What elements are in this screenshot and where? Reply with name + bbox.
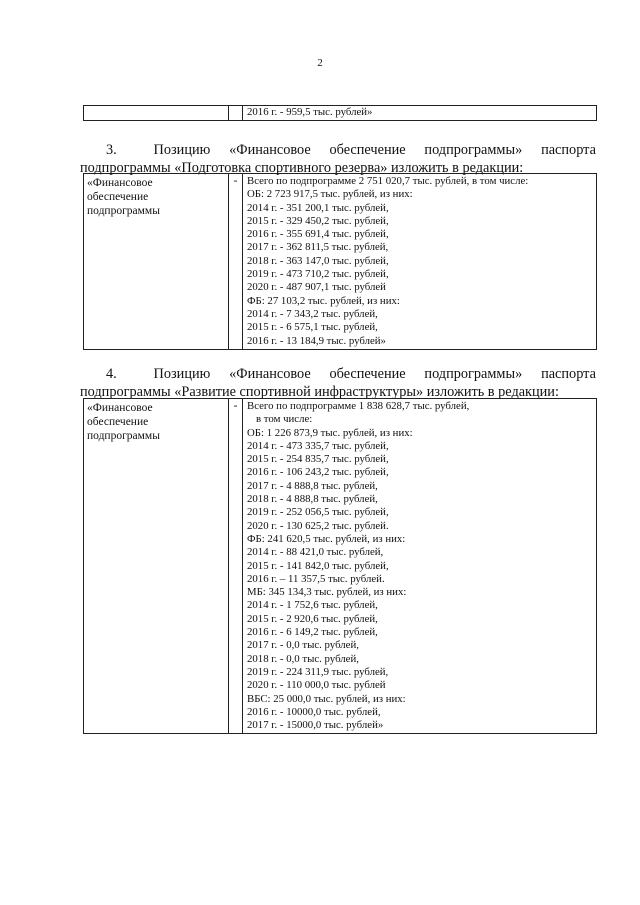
- value-line: в том числе:: [256, 413, 313, 426]
- value-line: 2014 г. - 473 335,7 тыс. рублей,: [247, 439, 389, 452]
- section-3-table: [83, 173, 597, 350]
- value-line: 2018 г. - 0,0 тыс. рублей,: [247, 652, 359, 665]
- value-line: ФБ: 241 620,5 тыс. рублей, из них:: [247, 532, 406, 545]
- label-line: подпрограммы: [87, 430, 160, 442]
- value-line: 2016 г. - 13 184,9 тыс. рублей»: [247, 334, 386, 347]
- value-line: 2014 г. - 1 752,6 тыс. рублей,: [247, 599, 378, 612]
- value-line: МБ: 345 134,3 тыс. рублей, из них:: [247, 586, 407, 599]
- value-line: 2015 г. - 6 575,1 тыс. рублей,: [247, 321, 378, 334]
- value-line: 2015 г. - 2 920,6 тыс. рублей,: [247, 612, 378, 625]
- value-line: 2016 г. – 11 357,5 тыс. рублей.: [247, 572, 385, 585]
- value-line: 2015 г. - 141 842,0 тыс. рублей,: [247, 559, 389, 572]
- value-line: 2014 г. - 7 343,2 тыс. рублей,: [247, 307, 378, 320]
- table-row: [84, 106, 597, 121]
- value-line: ОБ: 1 226 873,9 тыс. рублей, из них:: [247, 426, 413, 439]
- top-table: [83, 105, 597, 121]
- value-line: 2015 г. - 254 835,7 тыс. рублей,: [247, 453, 389, 466]
- section-3-dash-cell: -: [229, 174, 243, 350]
- value-line: 2017 г. - 15000,0 тыс. рублей»: [247, 719, 384, 732]
- word: «Финансовое: [229, 366, 311, 382]
- value-line: Всего по подпрограмме 2 751 020,7 тыс. рублей, в том числе:: [247, 175, 529, 187]
- section-4-values-cell: [243, 399, 597, 734]
- top-table-values-cell: [243, 106, 597, 121]
- section-4-dash-cell: -: [229, 399, 243, 734]
- label-line: обеспечение: [87, 416, 149, 428]
- value-line: 2014 г. - 88 421,0 тыс. рублей,: [247, 546, 384, 559]
- section-3-label-cell: [84, 174, 229, 350]
- value-line: 2020 г. - 130 625,2 тыс. рублей.: [247, 519, 389, 532]
- word: подпрограммы»: [424, 366, 523, 382]
- value-line: ВБС: 25 000,0 тыс. рублей, из них:: [247, 692, 406, 705]
- value-line: 2016 г. - 959,5 тыс. рублей»: [247, 106, 373, 118]
- label-line: «Финансовое: [87, 402, 153, 414]
- word: Позицию: [153, 366, 211, 382]
- value-line: 2017 г. - 4 888,8 тыс. рублей,: [247, 479, 378, 492]
- section-4-line-1: [80, 365, 596, 383]
- section-4-paragraph: [80, 365, 596, 401]
- table-row: [84, 399, 597, 734]
- section-3-line-1: [80, 141, 596, 159]
- value-line: 2020 г. - 487 907,1 тыс. рублей: [247, 281, 386, 294]
- value-line: 2014 г. - 351 200,1 тыс. рублей,: [247, 201, 389, 214]
- section-4-line-2: подпрограммы «Развитие спортивной инфраструктуры» изложить в редакции:: [80, 384, 559, 400]
- value-line: 2016 г. - 6 149,2 тыс. рублей,: [247, 626, 378, 639]
- section-3-values-cell: [243, 174, 597, 350]
- value-line: 2016 г. - 106 243,2 тыс. рублей,: [247, 466, 389, 479]
- label-line: подпрограммы: [87, 205, 160, 217]
- value-line: 2018 г. - 363 147,0 тыс. рублей,: [247, 254, 389, 267]
- top-table-label-cell: [84, 106, 229, 121]
- section-3-number: 3.: [106, 142, 117, 158]
- word: «Финансовое: [229, 142, 311, 158]
- section-3-line-2: подпрограммы «Подготовка спортивного резерва» изложить в редакции:: [80, 160, 524, 176]
- word: Позицию: [153, 142, 211, 158]
- value-line: 2017 г. - 362 811,5 тыс. рублей,: [247, 241, 389, 254]
- section-3-paragraph: [80, 141, 596, 177]
- value-line: ОБ: 2 723 917,5 тыс. рублей, из них:: [247, 188, 413, 201]
- value-line: 2016 г. - 10000,0 тыс. рублей,: [247, 705, 381, 718]
- label-line: обеспечение: [87, 191, 149, 203]
- value-line: 2017 г. - 0,0 тыс. рублей,: [247, 639, 359, 652]
- value-line: Всего по подпрограмме 1 838 628,7 тыс. рублей,: [247, 400, 470, 412]
- value-line: 2019 г. - 224 311,9 тыс. рублей,: [247, 665, 389, 678]
- word: обеспечение: [329, 366, 406, 382]
- word: обеспечение: [329, 142, 406, 158]
- table-row: [84, 174, 597, 350]
- section-4-number: 4.: [106, 366, 117, 382]
- word: паспорта: [541, 142, 596, 158]
- value-line: 2016 г. - 355 691,4 тыс. рублей,: [247, 228, 389, 241]
- value-line: ФБ: 27 103,2 тыс. рублей, из них:: [247, 294, 400, 307]
- word: подпрограммы»: [424, 142, 523, 158]
- top-table-dash-cell: [229, 106, 243, 121]
- value-line: 2019 г. - 252 056,5 тыс. рублей,: [247, 506, 389, 519]
- section-4-table: [83, 398, 597, 734]
- word: паспорта: [541, 366, 596, 382]
- section-4-label-cell: [84, 399, 229, 734]
- page-number: 2: [317, 57, 323, 69]
- value-line: 2019 г. - 473 710,2 тыс. рублей,: [247, 268, 389, 281]
- value-line: 2018 г. - 4 888,8 тыс. рублей,: [247, 493, 378, 506]
- value-line: 2015 г. - 329 450,2 тыс. рублей,: [247, 214, 389, 227]
- label-line: «Финансовое: [87, 177, 153, 189]
- value-line: 2020 г. - 110 000,0 тыс. рублей: [247, 679, 386, 692]
